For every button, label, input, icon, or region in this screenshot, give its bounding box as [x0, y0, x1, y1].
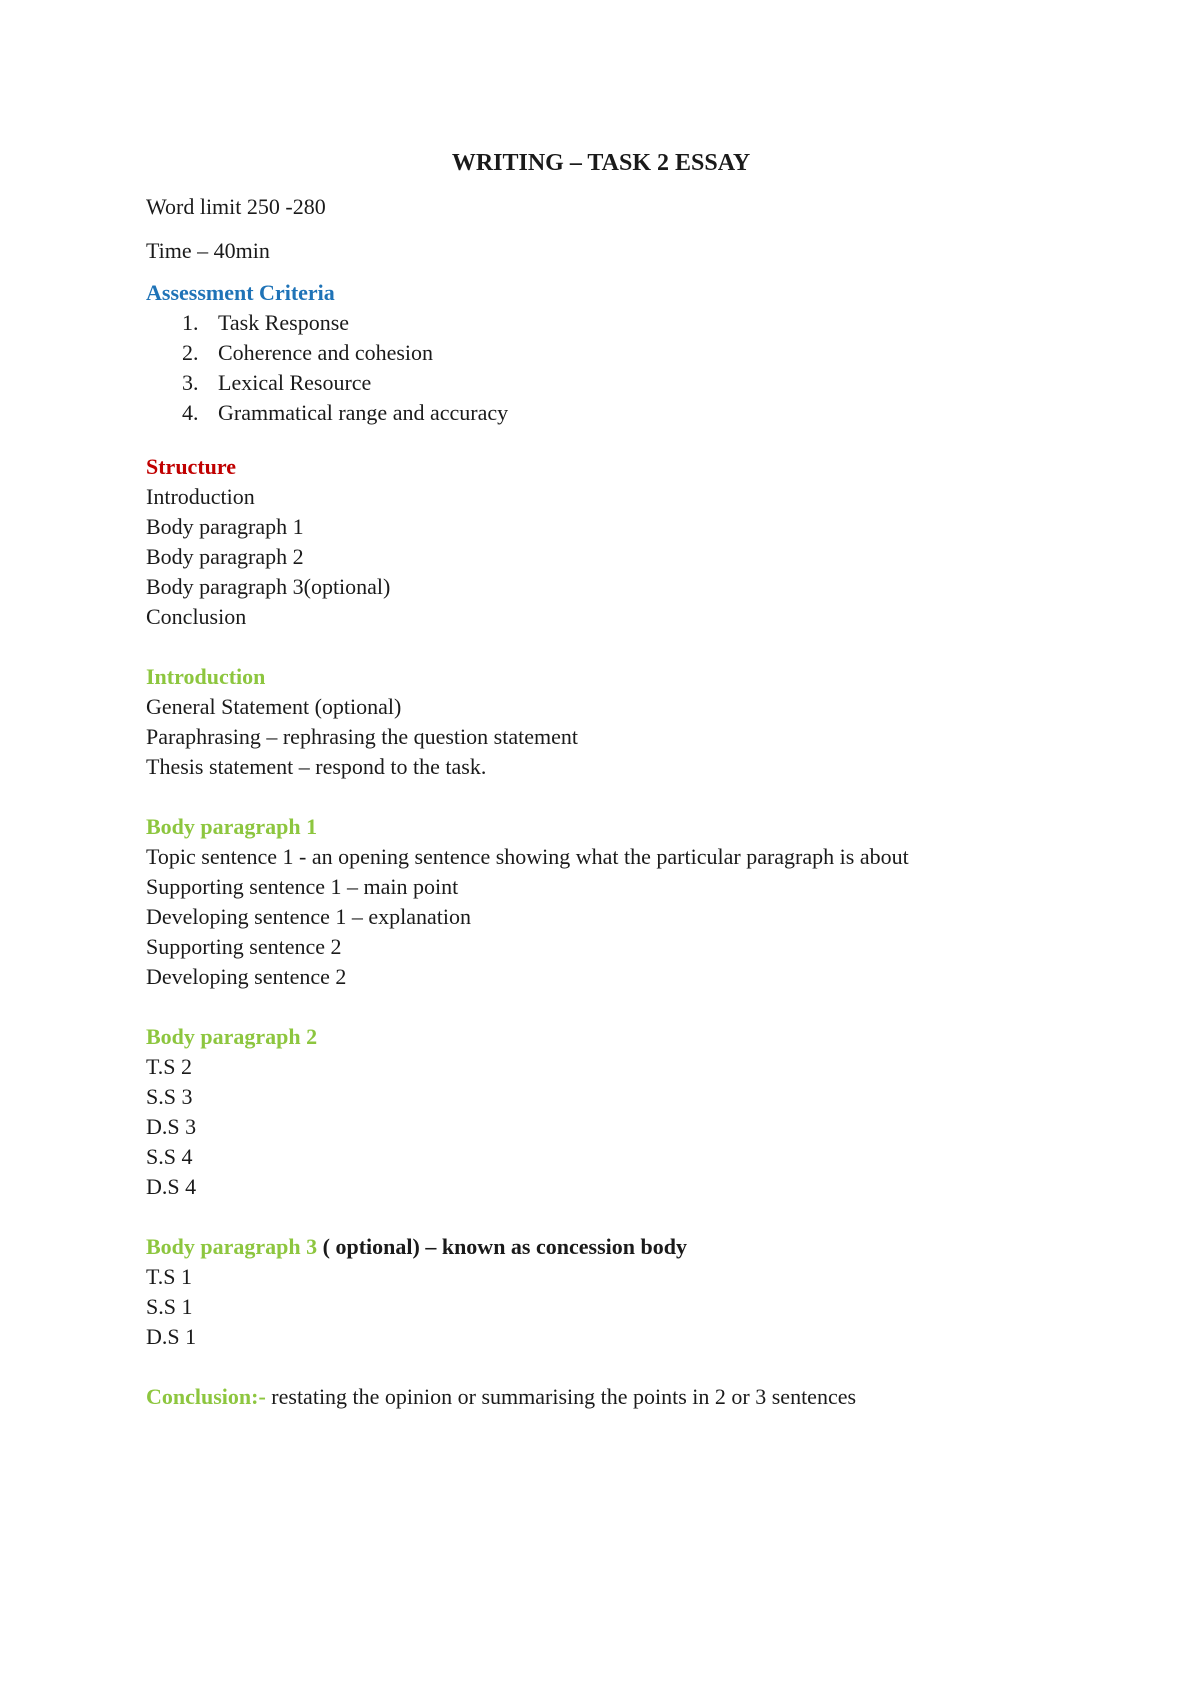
criteria-text: Coherence and cohesion	[218, 340, 434, 365]
body-paragraph-2-heading: Body paragraph 2	[146, 1024, 318, 1049]
assessment-heading: Assessment Criteria	[146, 280, 335, 305]
assessment-section	[146, 278, 1046, 428]
body-paragraph-1-heading: Body paragraph 1	[146, 814, 318, 839]
criteria-item	[146, 368, 1046, 398]
conclusion-text: restating the opinion or summarising the points in 2 or 3 sentences	[265, 1384, 857, 1409]
body-paragraph-3-section	[146, 1232, 1046, 1352]
criteria-number: 2.	[182, 340, 199, 365]
document-content	[146, 146, 1046, 1412]
criteria-text: Grammatical range and accuracy	[218, 400, 509, 425]
body-paragraph-3-line: S.S 1	[146, 1294, 193, 1319]
body-paragraph-2-line: D.S 4	[146, 1174, 197, 1199]
body-paragraph-3-heading-suffix: ( optional) – known as concession body	[317, 1234, 687, 1259]
page-title: WRITING – TASK 2 ESSAY	[451, 150, 751, 176]
criteria-number: 1.	[182, 310, 199, 335]
body-paragraph-3-line: T.S 1	[146, 1264, 193, 1289]
introduction-heading: Introduction	[146, 664, 266, 689]
criteria-list	[146, 308, 1046, 428]
word-limit-text: Word limit 250 -280	[146, 194, 326, 219]
structure-heading: Structure	[146, 454, 237, 479]
structure-section	[146, 452, 1046, 632]
body-paragraph-2-line: T.S 2	[146, 1054, 193, 1079]
body-paragraph-2-line: D.S 3	[146, 1114, 197, 1139]
body-paragraph-3-heading: Body paragraph 3	[146, 1234, 318, 1259]
conclusion-row	[146, 1382, 1046, 1412]
structure-line: Body paragraph 2	[146, 544, 304, 569]
criteria-text: Lexical Resource	[218, 370, 372, 395]
body-paragraph-1-line: Developing sentence 2	[146, 964, 347, 989]
structure-line: Body paragraph 3(optional)	[146, 574, 391, 599]
criteria-item	[146, 338, 1046, 368]
body-paragraph-3-heading-row	[146, 1232, 1046, 1262]
body-paragraph-2-line: S.S 3	[146, 1084, 193, 1109]
criteria-number: 3.	[182, 370, 199, 395]
body-paragraph-2-section	[146, 1022, 1046, 1202]
body-paragraph-2-line: S.S 4	[146, 1144, 193, 1169]
structure-line: Conclusion	[146, 604, 247, 629]
introduction-line: Paraphrasing – rephrasing the question statement	[146, 724, 578, 749]
body-paragraph-1-line: Supporting sentence 2	[146, 934, 342, 959]
body-paragraph-1-section	[146, 812, 1046, 992]
introduction-section	[146, 662, 1046, 782]
body-paragraph-1-line: Supporting sentence 1 – main point	[146, 874, 459, 899]
criteria-number: 4.	[182, 400, 199, 425]
body-paragraph-1-line: Topic sentence 1 - an opening sentence showing what the particular paragraph is about	[146, 844, 909, 869]
structure-line: Body paragraph 1	[146, 514, 304, 539]
criteria-item	[146, 398, 1046, 428]
conclusion-heading: Conclusion:-	[146, 1384, 266, 1409]
criteria-item	[146, 308, 1046, 338]
introduction-line: Thesis statement – respond to the task.	[146, 754, 487, 779]
time-text: Time – 40min	[146, 238, 270, 263]
body-paragraph-1-line: Developing sentence 1 – explanation	[146, 904, 472, 929]
introduction-line: General Statement (optional)	[146, 694, 402, 719]
criteria-text: Task Response	[218, 310, 350, 335]
structure-line: Introduction	[146, 484, 255, 509]
body-paragraph-3-line: D.S 1	[146, 1324, 197, 1349]
